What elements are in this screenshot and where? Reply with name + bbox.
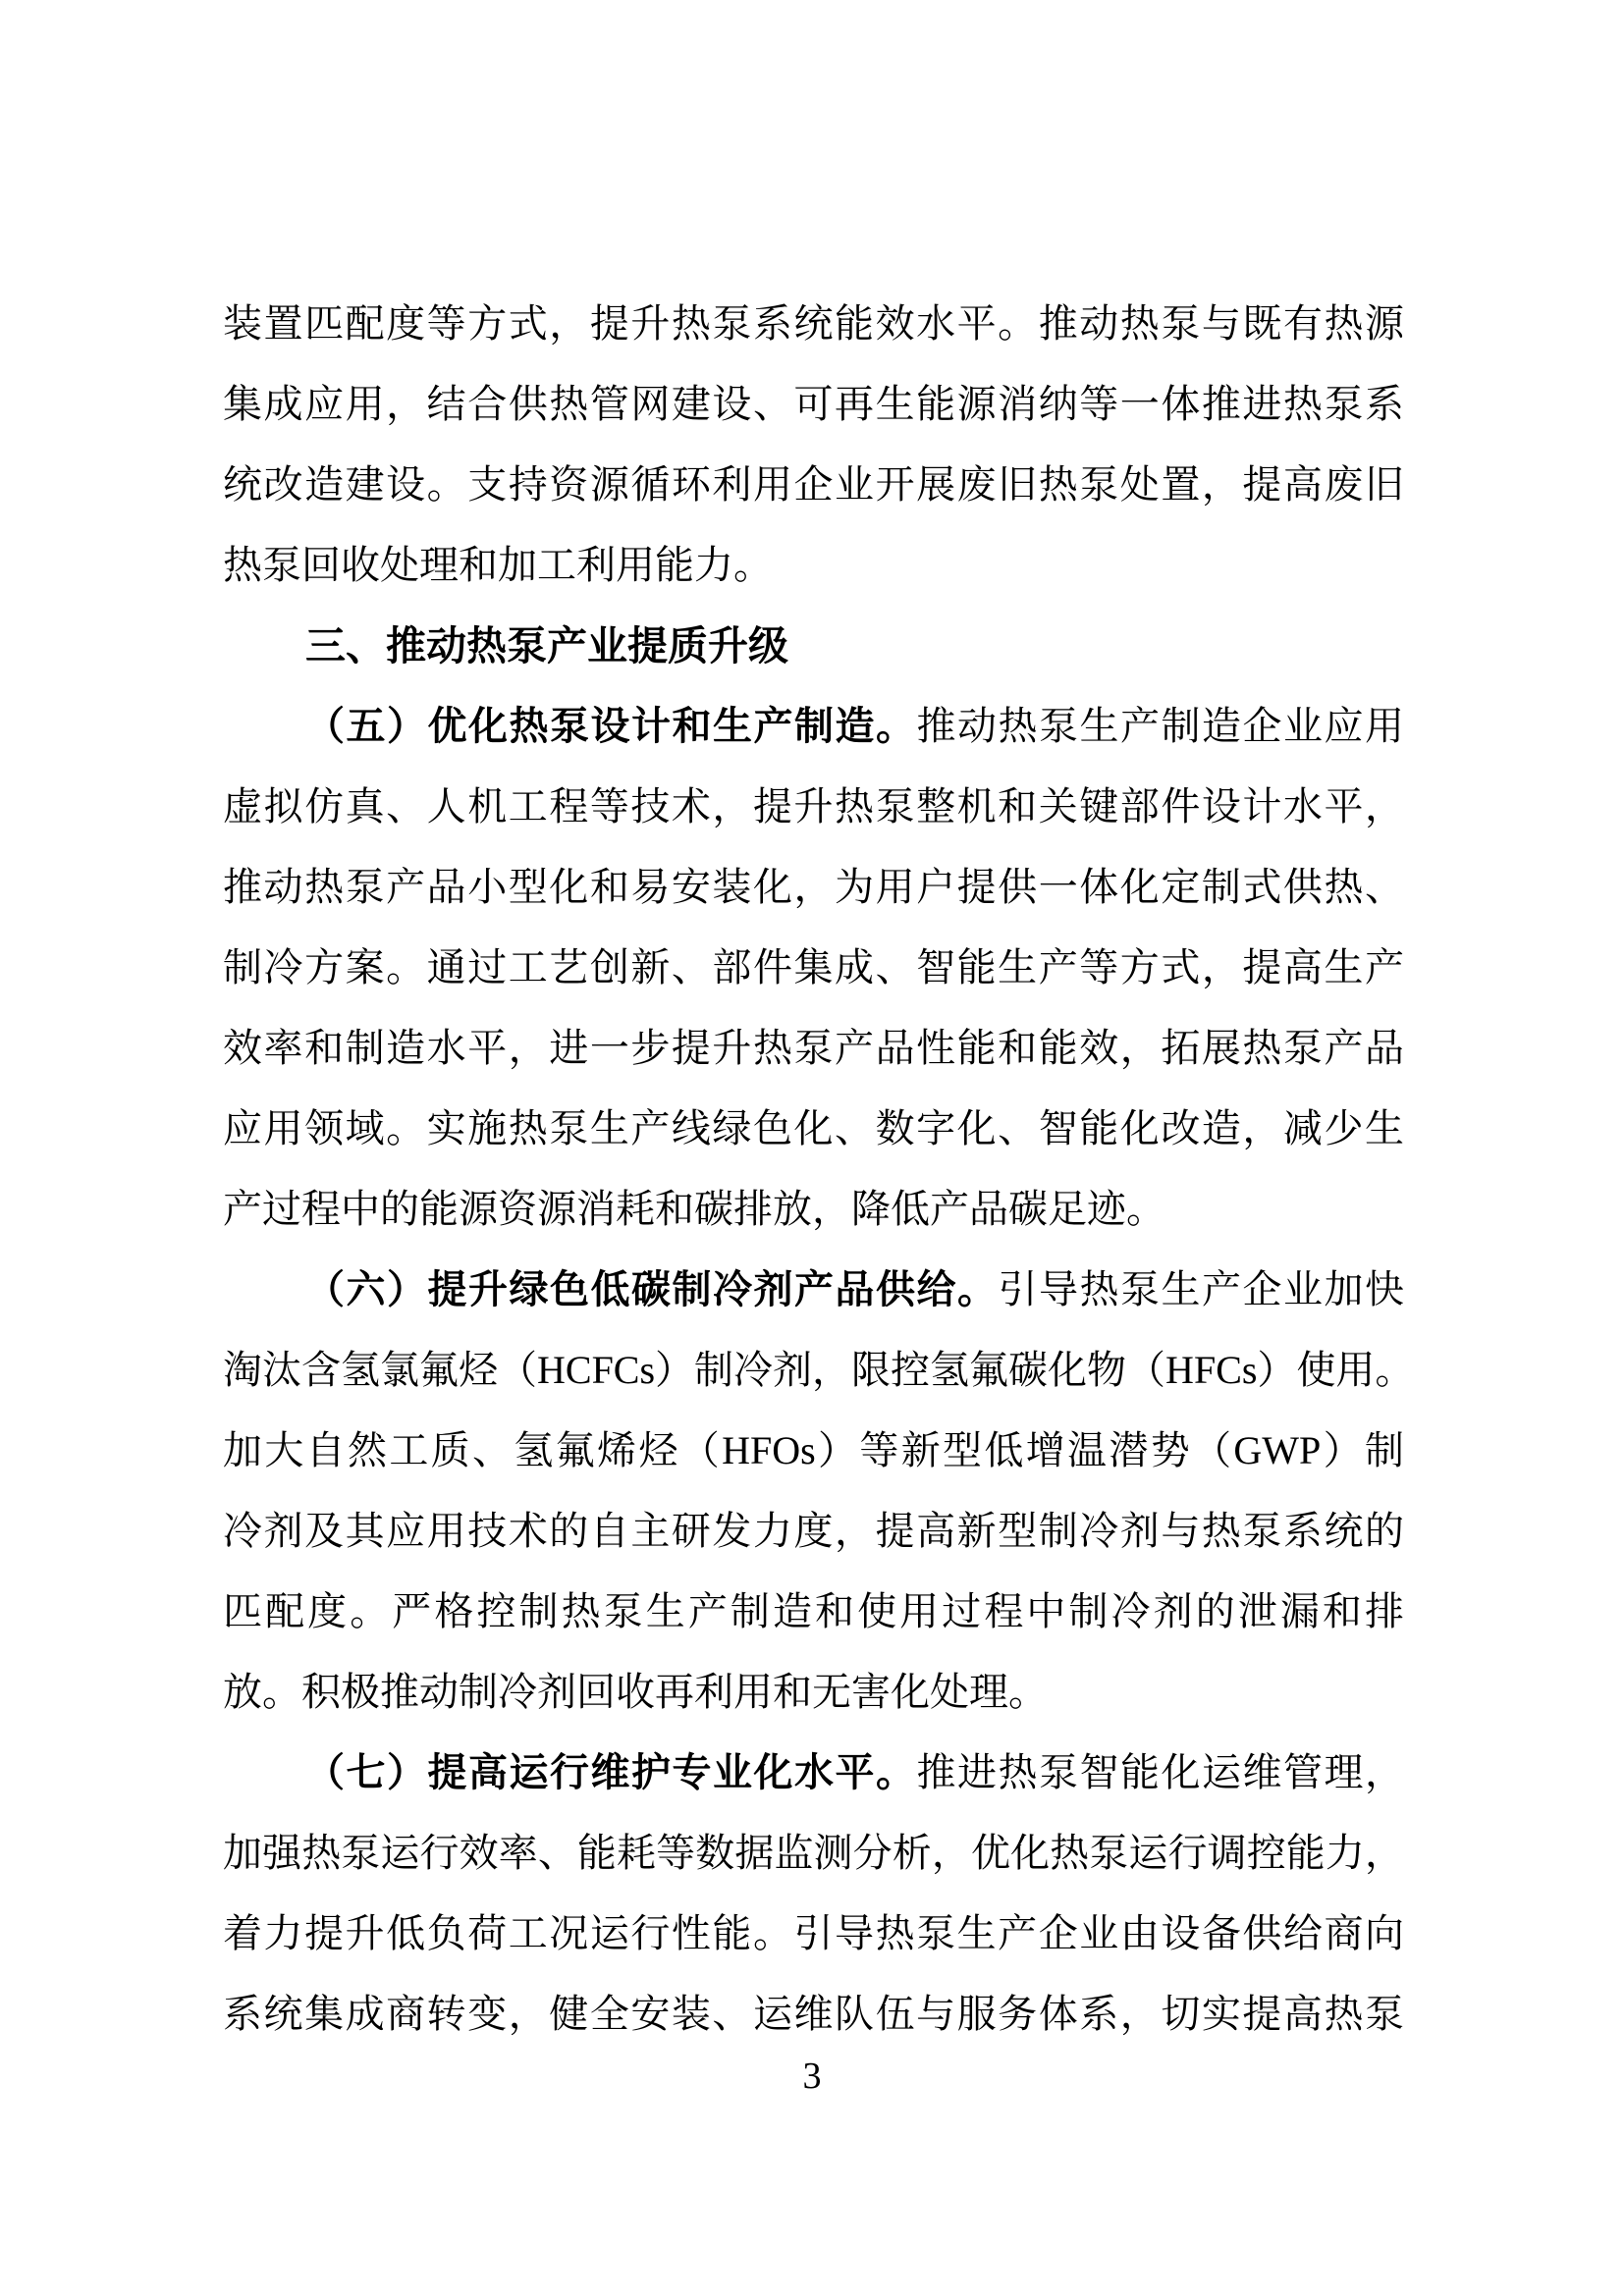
- body-line: 匹配度。严格控制热泵生产制造和使用过程中制冷剂的泄漏和排: [223, 1589, 1404, 1633]
- page-number: 3: [802, 2056, 822, 2097]
- document-body: [223, 284, 1415, 2055]
- item5-first-text: 推动热泵生产制造企业应用: [916, 704, 1404, 748]
- body-line: 装置匹配度等方式，提升热泵系统能效水平。推动热泵与既有热源: [223, 301, 1404, 346]
- body-line: 冷剂及其应用技术的自主研发力度，提高新型制冷剂与热泵系统的: [223, 1509, 1404, 1553]
- body-line: 推动热泵产品小型化和易安装化，为用户提供一体化定制式供热、: [223, 865, 1404, 909]
- body-line: 统改造建设。支持资源循环利用企业开展废旧热泵处置，提高废旧: [223, 462, 1404, 507]
- item7-first-text: 推进热泵智能化运维管理，: [916, 1750, 1404, 1794]
- body-line: 集成应用，结合供热管网建设、可再生能源消纳等一体推进热泵系: [223, 382, 1404, 426]
- body-line: 产过程中的能源资源消耗和碳排放，降低产品碳足迹。: [223, 1187, 1165, 1231]
- body-line-item7-first: [223, 1733, 1404, 1813]
- item6-first-text: 引导热泵生产企业加快: [998, 1267, 1404, 1311]
- body-line: 应用领域。实施热泵生产线绿色化、数字化、智能化改造，减少生: [223, 1106, 1404, 1150]
- body-line: 热泵回收处理和加工利用能力。: [223, 543, 773, 587]
- body-line: 放。积极推动制冷剂回收再利用和无害化处理。: [223, 1670, 1048, 1714]
- body-line: 着力提升低负荷工况运行性能。引导热泵生产企业由设备供给商向: [223, 1911, 1404, 1955]
- body-line: 系统集成商转变，健全安装、运维队伍与服务体系，切实提高热泵: [223, 1992, 1404, 2036]
- body-line-item6-first: [223, 1250, 1404, 1330]
- body-line: 制冷方案。通过工艺创新、部件集成、智能生产等方式，提高生产: [223, 945, 1404, 989]
- item7-lead: （七）提高运行维护专业化水平。: [305, 1750, 917, 1794]
- section-heading: 三、推动热泵产业提质升级: [305, 623, 788, 668]
- body-line: 虚拟仿真、人机工程等技术，提升热泵整机和关键部件设计水平，: [223, 784, 1404, 828]
- body-line: 效率和制造水平，进一步提升热泵产品性能和能效，拓展热泵产品: [223, 1026, 1404, 1070]
- body-line-item5-first: [223, 686, 1404, 767]
- item6-lead: （六）提升绿色低碳制冷剂产品供给。: [305, 1267, 999, 1311]
- body-line: 淘汰含氢氯氟烃（HCFCs）制冷剂，限控氢氟碳化物（HFCs）使用。: [223, 1348, 1415, 1392]
- body-line: 加大自然工质、氢氟烯烃（HFOs）等新型低增温潜势（GWP）制: [223, 1428, 1404, 1472]
- body-line: 加强热泵运行效率、能耗等数据监测分析，优化热泵运行调控能力，: [223, 1831, 1404, 1875]
- item5-lead: （五）优化热泵设计和生产制造。: [305, 704, 917, 748]
